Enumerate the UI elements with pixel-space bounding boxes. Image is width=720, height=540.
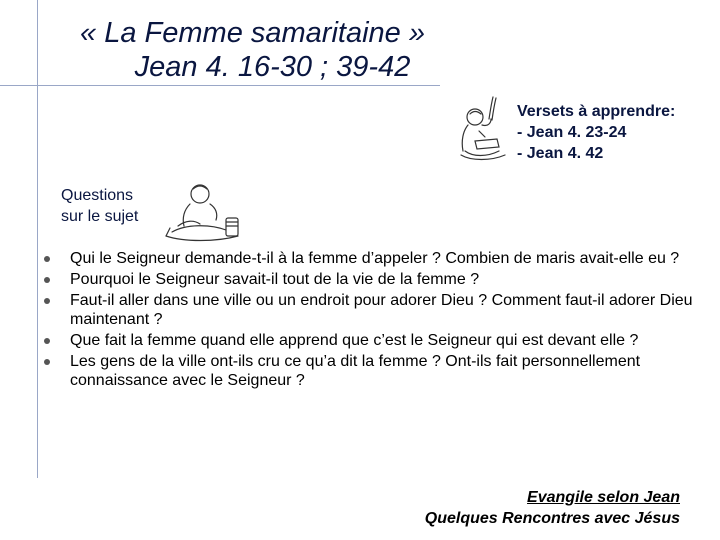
question-item (40, 331, 700, 350)
memory-verse-item: - Jean 4. 23-24 (517, 124, 627, 141)
child-raising-hand-illustration (453, 95, 513, 165)
memory-verses (517, 101, 675, 164)
question-item (40, 249, 700, 268)
bullet-icon (44, 277, 50, 283)
question-item (40, 352, 700, 390)
questions-heading-line-2: sur le sujet (61, 208, 139, 225)
questions-list (40, 249, 700, 392)
questions-heading (61, 185, 138, 227)
question-text: Faut-il aller dans une ville ou un endroit pour adorer Dieu ? Comment faut-il adorer Dieu maintenant ? (70, 292, 693, 328)
page-title (0, 16, 505, 84)
footer (425, 487, 680, 529)
question-text: Qui le Seigneur demande-t-il à la femme d’appeler ? Combien de maris avait-elle eu ? (70, 250, 680, 267)
question-item (40, 270, 700, 289)
title-line-2: Jean 4. 16-30 ; 39-42 (134, 51, 411, 83)
footer-series: Evangile selon Jean (527, 489, 680, 506)
memory-verses-heading: Versets à apprendre: (517, 103, 676, 120)
question-item (40, 291, 700, 329)
question-text: Les gens de la ville ont-ils cru ce qu’a dit la femme ? Ont-ils fait personnellement connaissance avec le Seigneur ? (70, 353, 641, 389)
bullet-icon (44, 256, 50, 262)
footer-subtitle: Quelques Rencontres avec Jésus (424, 510, 680, 527)
horizontal-rule (0, 85, 440, 86)
child-thinking-illustration (160, 180, 244, 242)
bullet-icon (44, 298, 50, 304)
memory-verse-item: - Jean 4. 42 (517, 145, 604, 162)
title-line-1: « La Femme samaritaine » (80, 17, 425, 49)
question-text: Pourquoi le Seigneur savait-il tout de la vie de la femme ? (70, 271, 480, 288)
question-text: Que fait la femme quand elle apprend que c’est le Seigneur qui est devant elle ? (70, 332, 639, 349)
bullet-icon (44, 359, 50, 365)
questions-heading-line-1: Questions (61, 187, 134, 204)
bullet-icon (44, 338, 50, 344)
